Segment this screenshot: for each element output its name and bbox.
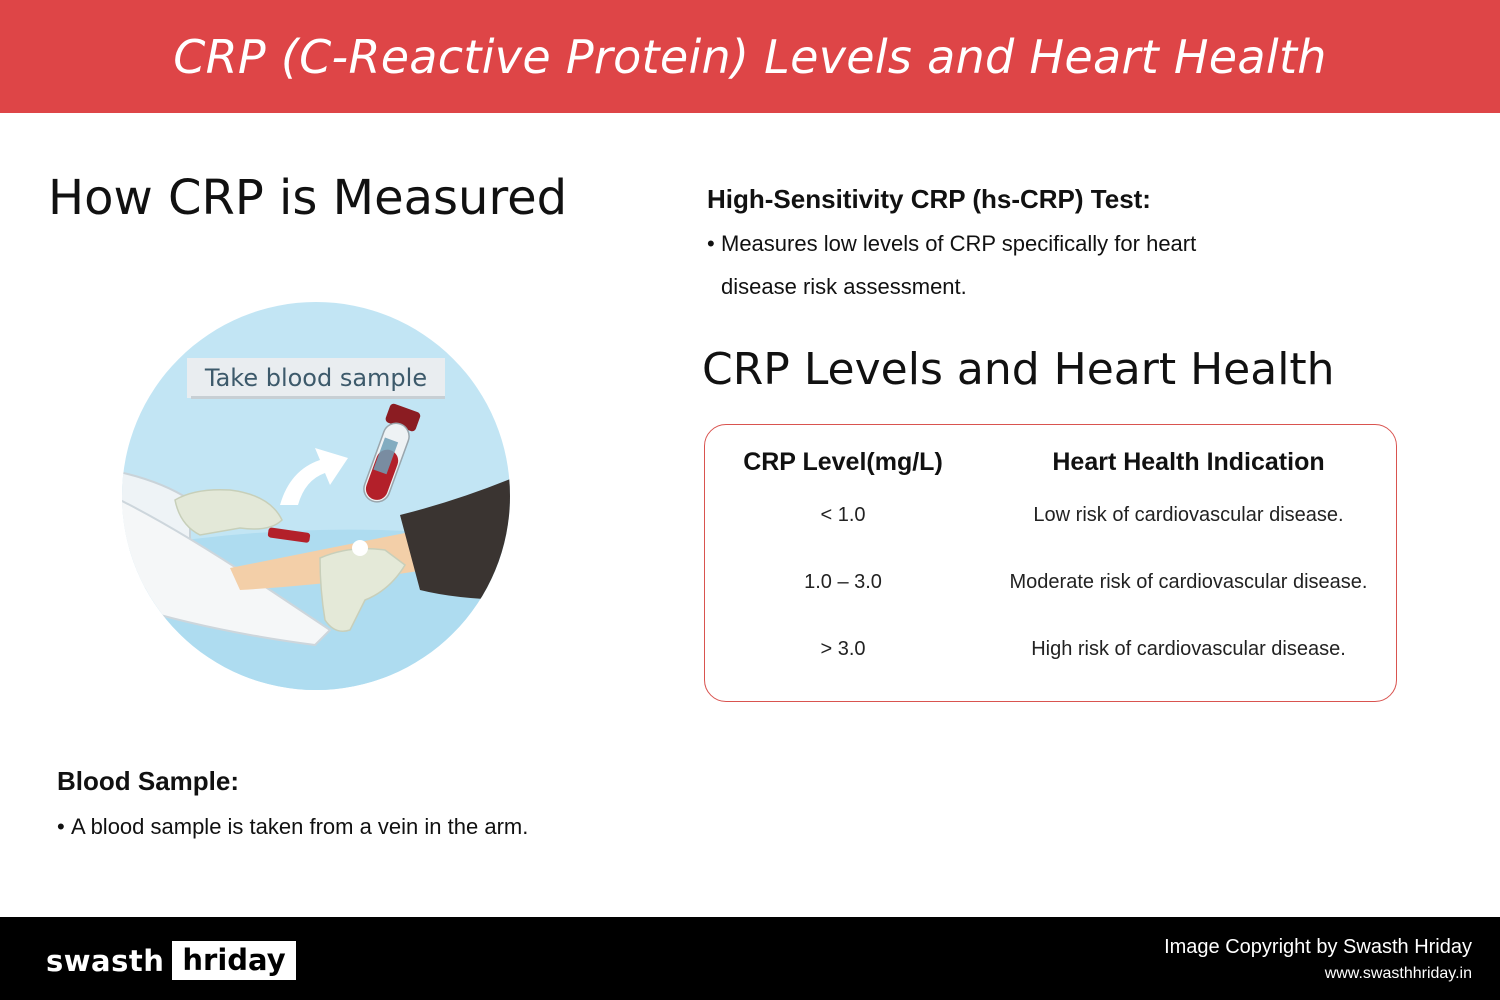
logo-text-swasth: swasth [46,943,165,978]
crp-levels-table [704,424,1397,702]
hs-crp-bullet [707,222,1267,308]
table-row [705,549,1396,616]
copyright-text: Image Copyright by Swasth Hriday [1164,936,1472,958]
bullet-dot: • [57,814,65,839]
crp-level-cell: < 1.0 [820,504,866,526]
brand-logo [46,941,296,980]
blood-sample-text: A blood sample is taken from a vein in the arm. [71,814,529,839]
header-banner [0,0,1500,113]
hs-crp-heading: High-Sensitivity CRP (hs-CRP) Test: [707,184,1151,214]
indication-cell: High risk of cardiovascular disease. [1031,638,1346,660]
blood-sample-illustration [120,300,512,692]
crp-level-cell: > 3.0 [820,638,866,660]
copyright-block [1164,936,1472,983]
hs-crp-text-line2: disease risk assessment. [721,274,967,299]
bullet-dot: • [707,231,715,256]
blood-sample-bullet [57,805,528,848]
indication-cell: Low risk of cardiovascular disease. [1033,504,1344,526]
column-header: Heart Health Indication [1052,447,1325,476]
blood-sample-heading: Blood Sample: [57,766,240,796]
page-title: CRP (C-Reactive Protein) Levels and Heart Health [173,29,1327,84]
crp-level-cell: 1.0 – 3.0 [804,571,882,593]
table-row [705,482,1396,549]
illustration-label: Take blood sample [204,364,428,392]
hs-crp-text-line1: Measures low levels of CRP specifically for heart [721,231,1197,256]
table-row [705,616,1396,683]
footer [0,917,1500,1000]
table-header-row [705,442,1396,482]
indication-cell: Moderate risk of cardiovascular disease. [1009,571,1368,593]
column-header: CRP Level(mg/L) [743,447,943,476]
logo-text-hriday: hriday [172,941,295,980]
crp-levels-title: CRP Levels and Heart Health [702,344,1335,395]
website-link[interactable]: www.swasthhriday.in [1324,965,1472,982]
how-crp-measured-title: How CRP is Measured [48,170,568,226]
